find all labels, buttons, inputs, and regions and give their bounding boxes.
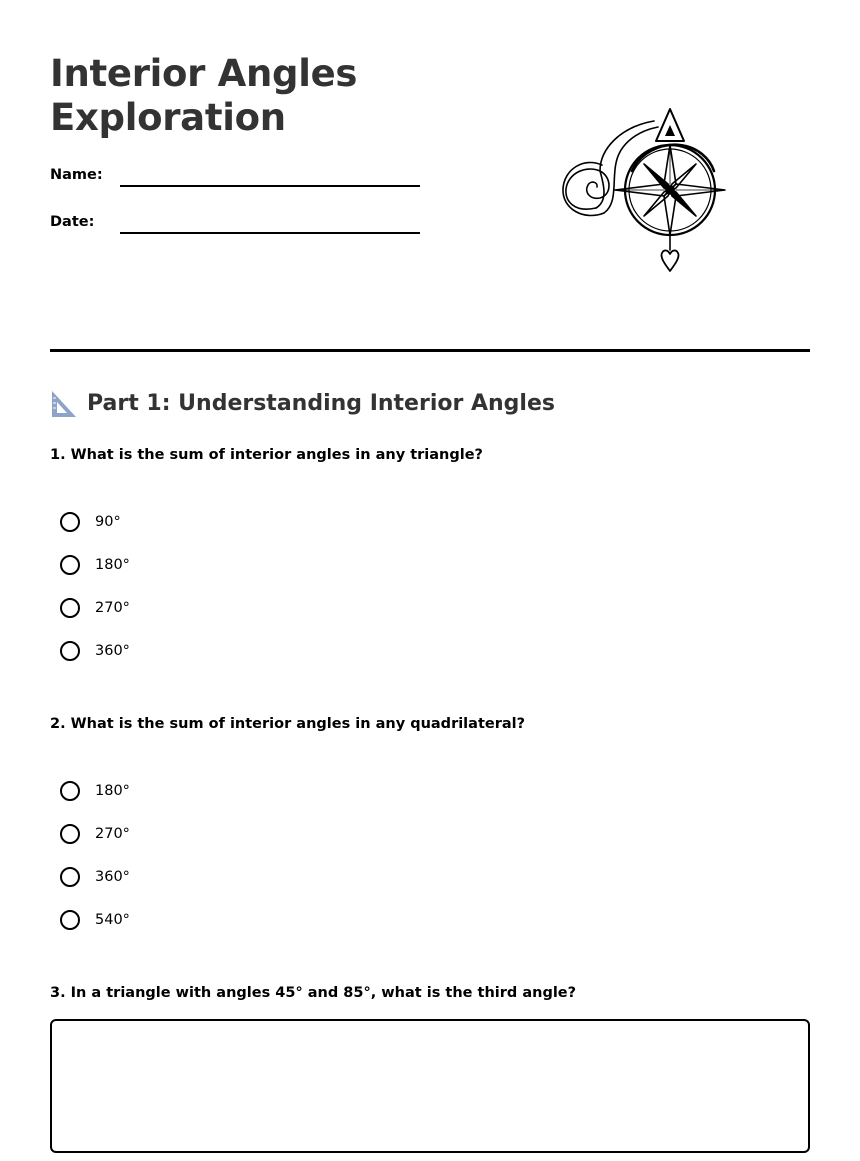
radio-button[interactable] <box>60 598 80 618</box>
title-line-2: Exploration <box>50 96 286 139</box>
option-label: 180° <box>95 782 130 799</box>
header-divider <box>50 349 810 352</box>
section-header <box>50 388 555 420</box>
q1-option[interactable] <box>60 543 130 586</box>
answer-textbox[interactable] <box>50 1019 810 1153</box>
option-label: 270° <box>95 599 130 616</box>
radio-button[interactable] <box>60 641 80 661</box>
option-label: 540° <box>95 911 130 928</box>
radio-button[interactable] <box>60 555 80 575</box>
section-title: Part 1: Understanding Interior Angles <box>87 391 555 416</box>
option-label: 360° <box>95 642 130 659</box>
radio-button[interactable] <box>60 512 80 532</box>
page-title <box>50 52 357 140</box>
q1-option[interactable] <box>60 500 130 543</box>
q1-option[interactable] <box>60 586 130 629</box>
name-field-row <box>50 166 422 192</box>
compass-rose-icon <box>560 105 730 277</box>
radio-button[interactable] <box>60 867 80 887</box>
q2-option[interactable] <box>60 812 130 855</box>
date-field-row <box>50 213 422 239</box>
option-label: 270° <box>95 825 130 842</box>
question-1-options <box>60 500 130 672</box>
date-label: Date: <box>50 214 95 230</box>
q2-option[interactable] <box>60 769 130 812</box>
name-label: Name: <box>50 167 103 183</box>
date-field[interactable] <box>120 232 420 234</box>
q1-option[interactable] <box>60 629 130 672</box>
name-field[interactable] <box>120 185 420 187</box>
q2-option[interactable] <box>60 855 130 898</box>
q2-option[interactable] <box>60 898 130 941</box>
radio-button[interactable] <box>60 824 80 844</box>
set-square-ruler-icon <box>50 389 78 419</box>
option-label: 90° <box>95 513 121 530</box>
question-2-options <box>60 769 130 941</box>
question-3-text: 3. In a triangle with angles 45° and 85°, what is the third angle? <box>50 985 577 1001</box>
question-2-text: 2. What is the sum of interior angles in any quadrilateral? <box>50 716 526 732</box>
option-label: 360° <box>95 868 130 885</box>
option-label: 180° <box>95 556 130 573</box>
title-line-1: Interior Angles <box>50 52 358 95</box>
question-1-text: 1. What is the sum of interior angles in any triangle? <box>50 447 483 463</box>
radio-button[interactable] <box>60 910 80 930</box>
radio-button[interactable] <box>60 781 80 801</box>
